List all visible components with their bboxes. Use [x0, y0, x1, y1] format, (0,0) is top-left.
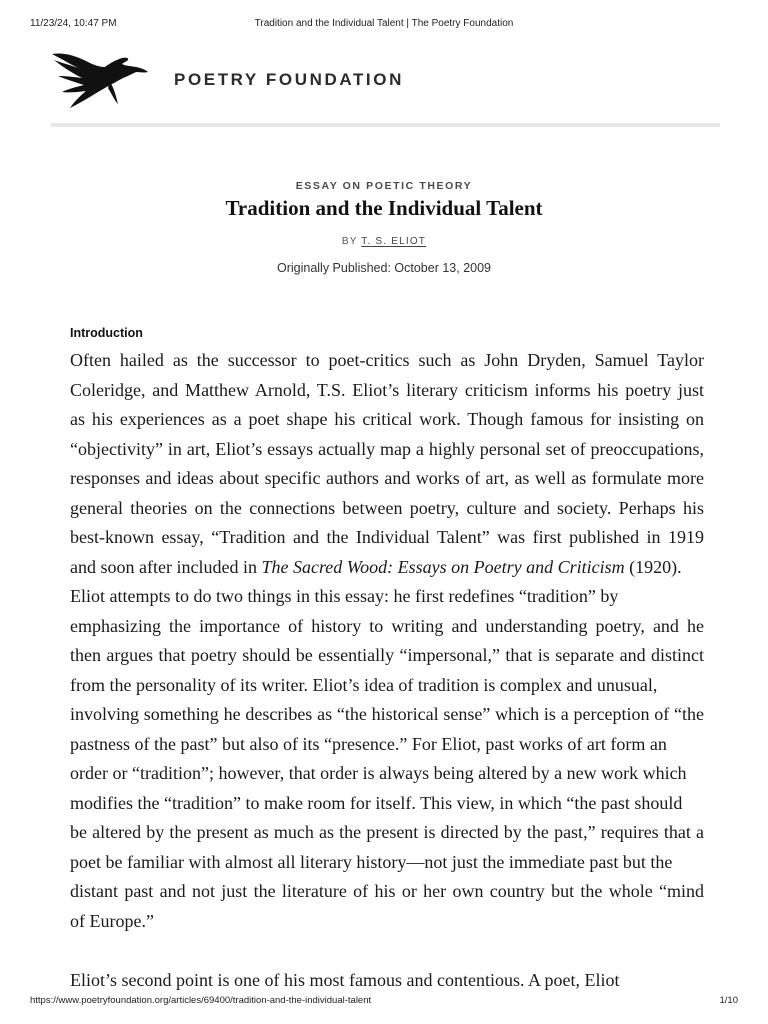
- article-body: [70, 346, 704, 995]
- byline-prefix: BY: [341, 236, 358, 247]
- print-datetime: 11/23/24, 10:47 PM: [30, 18, 117, 29]
- paragraph-gap: [70, 936, 704, 966]
- author-link[interactable]: T. S. ELIOT: [361, 236, 427, 247]
- print-page-title: Tradition and the Individual Talent | The Poetry Foundation: [254, 18, 514, 29]
- print-url: https://www.poetryfoundation.org/articles/69400/tradition-and-the-individual-talent: [30, 995, 372, 1006]
- article-kicker: ESSAY ON POETIC THEORY: [295, 180, 473, 192]
- body-line: of Europe.”: [70, 910, 154, 931]
- body-line: from the personality of its writer. Eliot’s idea of tradition is complex and unusual,: [70, 674, 658, 695]
- body-text-fragment: (1920).: [624, 556, 682, 577]
- publication-date: Originally Published: October 13, 2009: [276, 261, 491, 275]
- header-divider: [51, 123, 720, 127]
- site-header: [50, 48, 720, 108]
- body-line: as his experiences as a poet shape his critical work. Though famous for insisting on: [70, 409, 704, 429]
- body-line: Eliot’s second point is one of his most famous and contentious. A poet, Eliot: [70, 969, 620, 990]
- article-title: Tradition and the Individual Talent: [225, 196, 543, 220]
- body-line: distant past and not just the literature of his or her own country but the whole “mind: [70, 881, 704, 901]
- print-footer: [0, 995, 768, 1009]
- body-line: Coleridge, and Matthew Arnold, T.S. Eliot’s literary criticism informs his poetry just: [70, 379, 704, 400]
- body-line: pastness of the past” but also of its “presence.” For Eliot, past works of art form an: [70, 733, 667, 754]
- print-page-number: 1/10: [719, 995, 738, 1006]
- body-line: involving something he describes as “the historical sense” which is a perception of “the: [70, 704, 704, 724]
- body-line: be altered by the present as much as the present is directed by the past,” requires that a: [70, 822, 704, 842]
- section-heading: Introduction: [70, 326, 143, 340]
- book-title-italic: The Sacred Wood: Essays on Poetry and Criticism: [261, 556, 625, 577]
- body-line: then argues that poetry should be essentially “impersonal,” that is separate and distinct: [70, 645, 704, 665]
- body-line: responses and ideas about specific authors and works of art, as well as formulate more: [70, 468, 704, 488]
- body-line: order or “tradition”; however, that order is always being altered by a new work which: [70, 763, 687, 783]
- body-line: Often hailed as the successor to poet-critics such as John Dryden, Samuel Taylor: [70, 350, 704, 370]
- body-line: “objectivity” in art, Eliot’s essays actually map a highly personal set of preoccupations,: [70, 438, 704, 459]
- body-line: general theories on the connections between poetry, culture and society. Perhaps his: [70, 497, 704, 518]
- brand-wordmark[interactable]: POETRY FOUNDATION: [174, 70, 404, 89]
- pegasus-bird-icon[interactable]: [50, 48, 150, 110]
- print-header: [0, 18, 768, 32]
- body-text-fragment: and soon after included in: [70, 556, 262, 577]
- byline: [0, 236, 768, 247]
- body-line: emphasizing the importance of history to writing and understanding poetry, and he: [70, 615, 704, 636]
- body-line: Eliot attempts to do two things in this essay: he first redefines “tradition” by: [70, 586, 619, 606]
- body-line: modifies the “tradition” to make room for itself. This view, in which “the past should: [70, 792, 683, 813]
- body-line: [70, 553, 704, 583]
- body-line: best-known essay, “Tradition and the Individual Talent” was first published in 1919: [70, 527, 704, 547]
- body-line: poet be familiar with almost all literary history—not just the immediate past but the: [70, 851, 673, 872]
